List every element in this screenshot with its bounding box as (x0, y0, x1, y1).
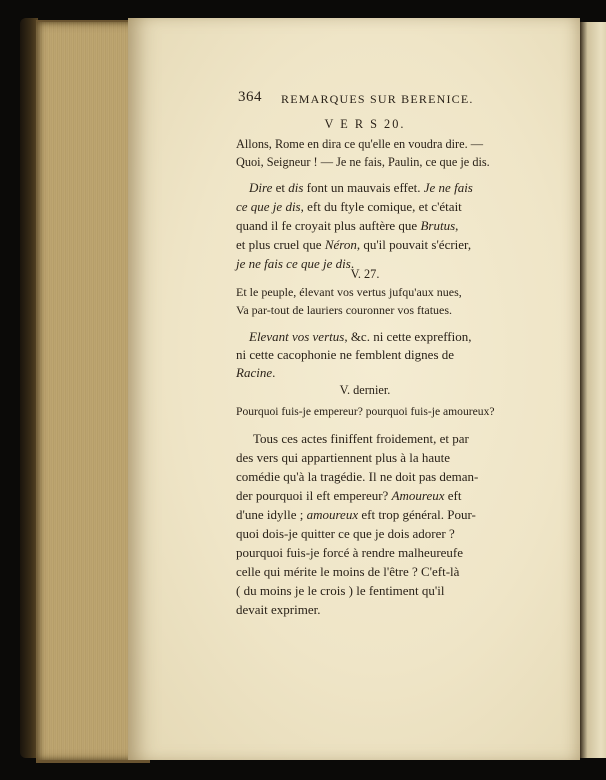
comment-line: ( du moins je le crois ) le fentiment qu'il (236, 583, 445, 598)
comment-line: et plus cruel que Néron, qu'il pouvait s'écrier, (236, 237, 472, 252)
section-heading: V. 27. (350, 267, 380, 281)
comment-line: comédie qu'à la tragédie. Il ne doit pas deman- (236, 469, 479, 484)
quote-line: Quoi, Seigneur ! — Je ne fais, Paulin, ce que je dis. (236, 155, 490, 169)
comment-line: devait exprimer. (236, 602, 321, 617)
quote-line: Va par-tout de lauriers couronner vos ftatues. (236, 303, 453, 317)
section-heading: V. dernier. (339, 383, 391, 397)
running-title: REMARQUES SUR BERENICE. (281, 92, 474, 106)
comment-line: Elevant vos vertus, &c. ni cette expreffion, (249, 329, 472, 344)
comment-line: ce que je dis, eft du ftyle comique, et c'était (236, 199, 462, 214)
comment-line: der pourquoi il eft empereur? Amoureux eft (236, 488, 462, 503)
comment-line: Tous ces actes finiffent froidement, et par (253, 431, 469, 446)
page-number: 364 (238, 89, 262, 105)
facing-page-edge (580, 22, 606, 758)
comment-line: je ne fais ce que je dis. (236, 256, 355, 271)
quote-line: Allons, Rome en dira ce qu'elle en voudra dire. — (236, 137, 484, 151)
comment-line: quoi dois-je quitter ce que je dois adorer ? (236, 526, 455, 541)
quote-line: Et le peuple, élevant vos vertus jufqu'aux nues, (236, 285, 462, 299)
comment-line: pourquoi fuis-je forcé à rendre malheureufe (236, 545, 464, 560)
section-heading: V E R S 20. (324, 117, 406, 131)
quote-line: Pourquoi fuis-je empereur? pourquoi fuis-je amoureux? (236, 405, 495, 418)
comment-line: quand il fe croyait plus auftère que Brutus, (236, 218, 459, 233)
comment-line: celle qui mérite le moins de l'être ? C'eft-là (236, 564, 460, 579)
comment-line: ni cette cacophonie ne femblent dignes de (236, 347, 455, 362)
comment-line: Dire et dis font un mauvais effet. Je ne fais (249, 180, 473, 195)
comment-line: d'une idylle ; amoureux eft trop général. Pour- (236, 507, 476, 522)
comment-line: des vers qui appartiennent plus à la haute (236, 450, 451, 465)
comment-line: Racine. (236, 365, 276, 380)
